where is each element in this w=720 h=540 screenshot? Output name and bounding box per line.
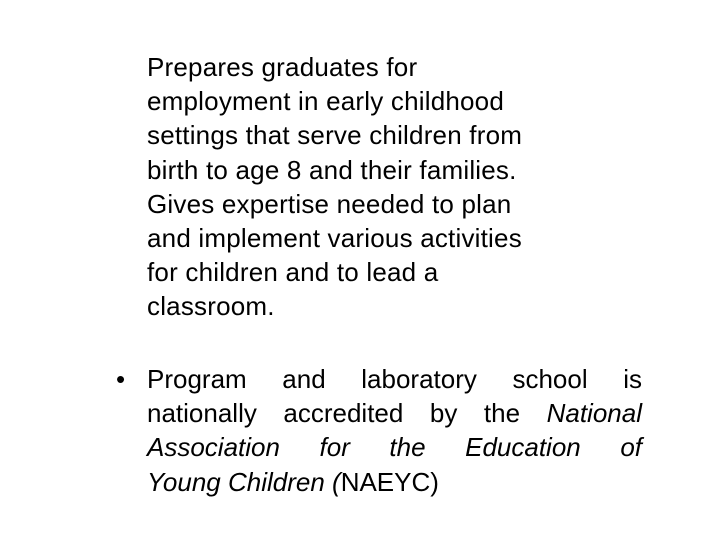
word-italic: National (546, 398, 642, 429)
text-line (147, 465, 642, 499)
organization-name: Young Children ( (147, 466, 341, 497)
bullet-icon: • (116, 364, 126, 394)
word: laboratory (361, 364, 477, 394)
organization-acronym: NAEYC) (340, 466, 439, 497)
word: Program (147, 364, 247, 394)
word: school (512, 364, 588, 394)
text-line: Prepares graduates for (147, 52, 418, 82)
word: Association (147, 432, 280, 463)
word: the (483, 398, 521, 429)
word: is (623, 364, 642, 394)
word: accredited (283, 398, 404, 429)
text-line (147, 430, 642, 464)
word: the (389, 432, 426, 463)
word: nationally (147, 398, 257, 429)
text-line: Gives expertise needed to plan (147, 188, 512, 219)
text-line: and implement various activities (147, 223, 522, 254)
text-line: birth to age 8 and their families. (147, 154, 517, 185)
text-line: classroom. (147, 291, 275, 322)
text-line (147, 396, 642, 430)
text-line: for children and to lead a (147, 257, 439, 288)
accreditation-paragraph (147, 362, 642, 499)
text-line: settings that serve children from (147, 120, 523, 151)
word: for (319, 432, 350, 463)
word: by (429, 398, 458, 429)
text-line: employment in early childhood (147, 86, 504, 117)
word: and (282, 364, 326, 394)
word: of (620, 432, 642, 463)
description-paragraph (147, 50, 667, 324)
word: Education (465, 432, 581, 463)
text-line (147, 362, 642, 396)
